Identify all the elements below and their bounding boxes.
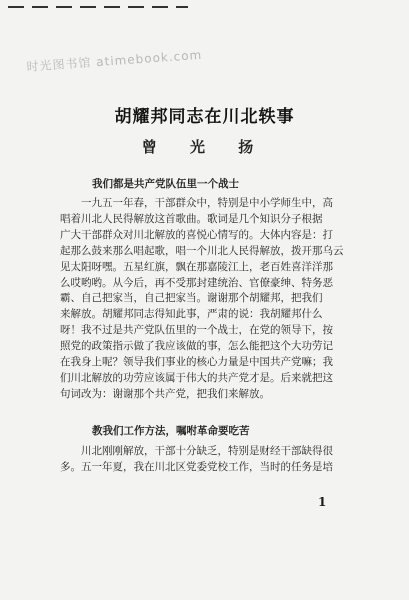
section-body [60,444,354,476]
text-line: 呀！我不过是共产党队伍里的一个战士，在党的领导下，按 [60,324,333,337]
text-line: 来解放。胡耀邦同志得知此事，严肃的说：我胡耀邦什么 [60,308,323,321]
top-border-marks [8,6,188,8]
text-line: 川北刚刚解放，干部十分缺乏，特别是财经干部缺得很 [81,445,333,457]
text-line: 照党的政策指示做了我应该做的事，怎么能把这个大功劳记 [60,340,333,353]
text-line: 句词改为：谢谢那个共产党，把我们来解放。 [60,387,270,400]
text-line: 一九五一年春，干部群众中，特别是中小学师生中，高 [81,197,333,209]
article-title: 胡耀邦同志在川北轶事 [114,107,295,127]
text-line: 唱着川北人民得解放这首歌曲。歌词是几个知识分子根据 [60,212,323,225]
text-line: 广大干部群众对川北解放的喜悦心情写的。大体内容是：打 [60,228,333,241]
section-heading: 教我们工作方法，嘱咐革命要吃苦 [92,425,250,437]
page-number: 1 [318,495,327,509]
author-name: 曾 光 扬 [141,138,268,156]
section-heading: 我们都是共产党队伍里一个战士 [92,178,239,190]
watermark: 时光图书馆 atimebook.com [26,47,203,74]
section-body [60,196,354,403]
text-line: 们川北解放的功劳应该属于伟大的共产党才是。后来就把这 [60,371,333,384]
text-line: 起那么鼓来那么唱起歌，唱一个川北人民得解放，拨开那乌云 [60,244,344,257]
text-line: 多。五一年夏，我在川北区党委党校工作，当时的任务是培 [60,460,333,473]
text-line: 霸、自己把家当，自己把家当。谢谢那个胡耀邦，把我们 [60,292,323,305]
text-line: 么哎哟哟。从今后，再不受那封建统治、官僚豪绅、特务恶 [60,276,333,289]
text-line: 在我身上呢？领导我们事业的核心力量是中国共产党嘛；我 [60,356,333,369]
text-line: 见太阳呀嘿。五星红旗，飘在那嘉陵江上，老百姓喜洋洋那 [60,260,333,273]
